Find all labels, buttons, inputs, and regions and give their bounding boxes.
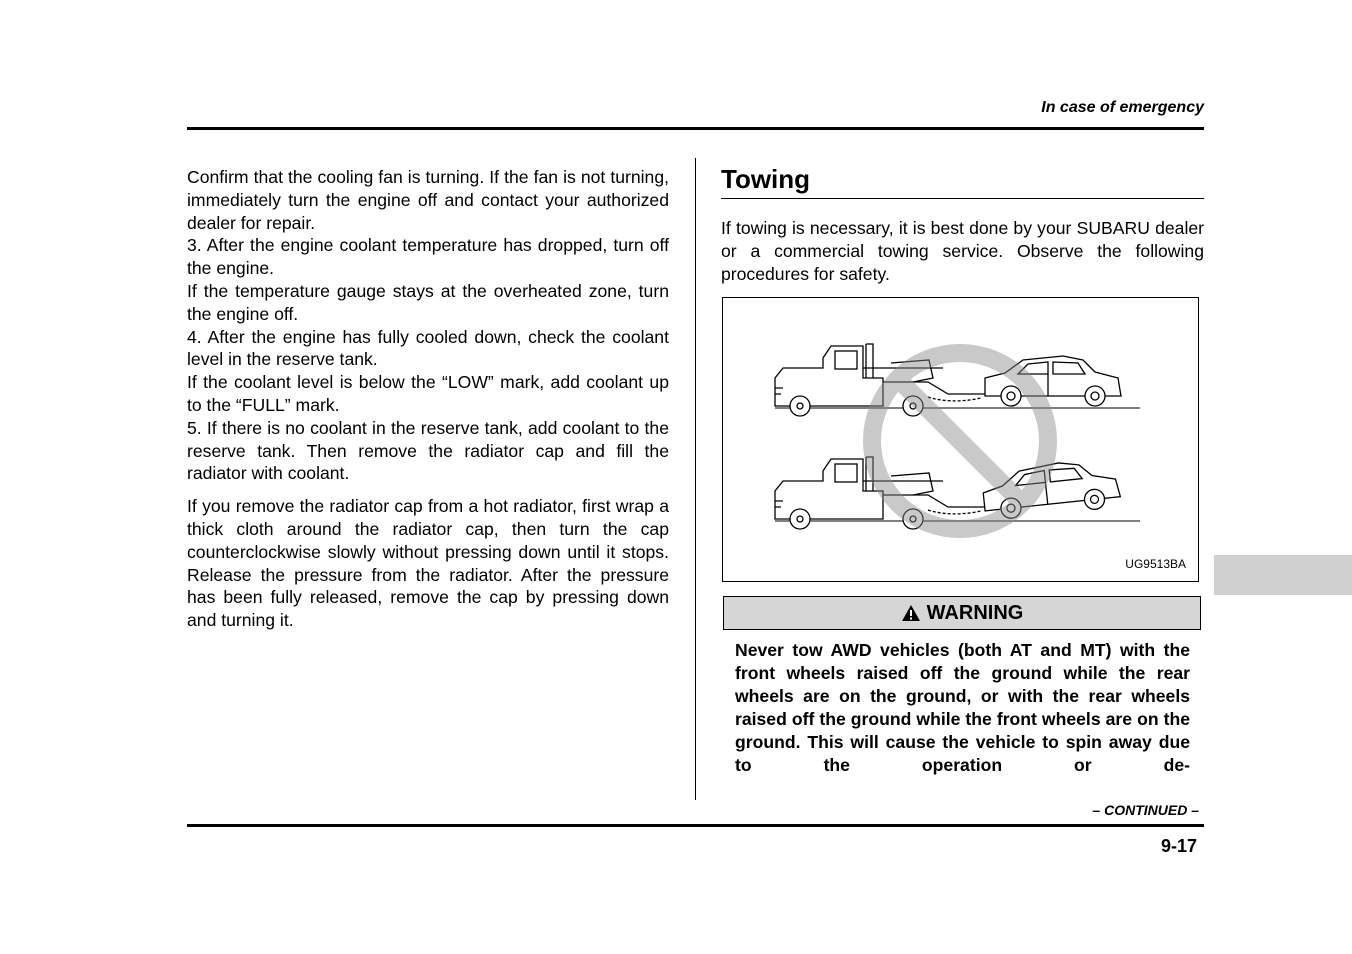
step-3: 3. After the engine coolant temperature has dropped, turn off the engine.	[187, 235, 669, 279]
figure-code: UG9513BA	[1125, 557, 1186, 571]
warning-triangle-icon	[901, 604, 921, 622]
header-rule	[187, 127, 1204, 130]
left-column	[187, 166, 669, 632]
warning-banner	[723, 596, 1201, 630]
footer-rule	[187, 824, 1204, 827]
title-rule	[721, 198, 1204, 199]
towing-intro: If towing is necessary, it is best done by your SUBARU dealer or a commercial towing service. Observe the following procedures for safety.	[721, 218, 1204, 284]
paragraph-temperature: If the temperature gauge stays at the overheated zone, turn the engine off.	[187, 280, 669, 324]
continued-note: – CONTINUED –	[1092, 802, 1199, 818]
tow-truck-drawing	[723, 298, 1198, 581]
running-header: In case of emergency	[1041, 99, 1204, 116]
paragraph-coolant-level: If the coolant level is below the “LOW” mark, add coolant up to the “FULL” mark.	[187, 372, 669, 415]
section-tab	[1214, 555, 1352, 595]
warning-text: Never tow AWD vehicles (both AT and MT) with the front wheels raised off the ground while the rear wheels are on the ground, or with the rear wheels raised off the ground while the front wheels are on the ground. This will cause the vehicle to spin away due to the operation or de-	[735, 640, 1190, 775]
section-title: Towing	[721, 164, 811, 194]
paragraph-radiator-cap: If you remove the radiator cap from a hot radiator, first wrap a thick cloth around the radiator cap, then turn the cap counterclockwise slowly without pressing down until it stops. Release the pressure from the radiator. After the pressure has been fully released, remove the cap by pressing down and turning it.	[187, 496, 669, 631]
page-number: 9-17	[1160, 836, 1197, 856]
step-4: 4. After the engine has fully cooled down, check the coolant level in the reserve tank.	[187, 326, 669, 370]
paragraph-fan-check: Confirm that the cooling fan is turning. If the fan is not turning, immediately turn the engine off and contact your authorized dealer for repair.	[187, 167, 669, 233]
warning-label: WARNING	[926, 601, 1024, 624]
step-5: 5. If there is no coolant in the reserve tank, add coolant to the reserve tank. Then remove the radiator cap and fill the radiator with coolant.	[187, 417, 669, 484]
column-divider	[695, 158, 696, 800]
prohibition-icon	[872, 353, 1048, 529]
towing-illustration	[722, 297, 1199, 582]
